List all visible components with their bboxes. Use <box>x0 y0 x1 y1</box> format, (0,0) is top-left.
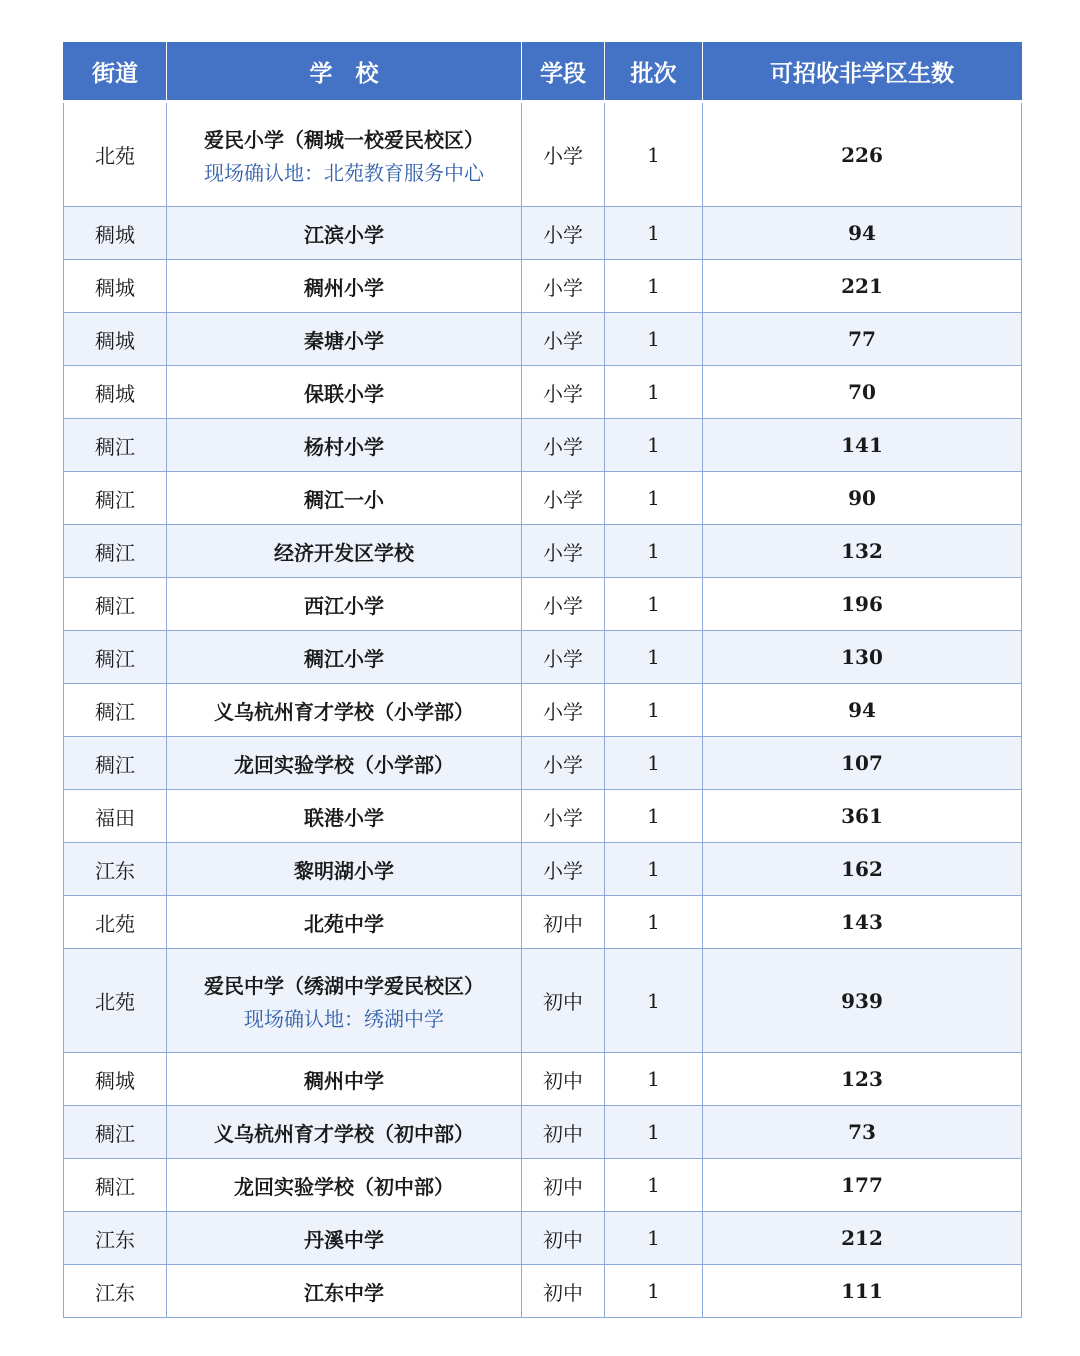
batch-cell: 1 <box>605 260 703 313</box>
level-cell: 初中 <box>522 896 605 949</box>
header-school: 学 校 <box>167 42 522 102</box>
seats-cell: 123 <box>703 1053 1022 1106</box>
school-cell <box>167 631 522 684</box>
school-name: 江滨小学 <box>304 222 384 247</box>
school-cell <box>167 949 522 1053</box>
seats-cell: 70 <box>703 366 1022 419</box>
district-cell: 江东 <box>64 843 167 896</box>
level-cell: 小学 <box>522 843 605 896</box>
table-row <box>64 949 1022 1053</box>
batch-cell: 1 <box>605 949 703 1053</box>
batch-cell: 1 <box>605 313 703 366</box>
school-cell <box>167 1106 522 1159</box>
enrollment-table-container <box>63 42 1021 1318</box>
school-cell <box>167 1212 522 1265</box>
school-cell <box>167 1053 522 1106</box>
school-name: 江东中学 <box>304 1280 384 1305</box>
school-cell <box>167 472 522 525</box>
school-name: 联港小学 <box>304 805 384 830</box>
level-cell: 小学 <box>522 419 605 472</box>
seats-cell: 196 <box>703 578 1022 631</box>
seats-cell: 212 <box>703 1212 1022 1265</box>
seats-cell: 77 <box>703 313 1022 366</box>
seats-cell: 130 <box>703 631 1022 684</box>
table-row <box>64 472 1022 525</box>
school-cell <box>167 260 522 313</box>
seats-cell: 94 <box>703 207 1022 260</box>
seats-cell: 177 <box>703 1159 1022 1212</box>
school-name: 爱民小学（稠城一校爱民校区） <box>204 127 484 152</box>
header-district: 街道 <box>64 42 167 102</box>
table-row <box>64 1265 1022 1318</box>
school-cell <box>167 525 522 578</box>
batch-cell: 1 <box>605 525 703 578</box>
district-cell: 稠城 <box>64 207 167 260</box>
school-cell <box>167 790 522 843</box>
batch-cell: 1 <box>605 737 703 790</box>
district-cell: 稠江 <box>64 525 167 578</box>
district-cell: 稠江 <box>64 578 167 631</box>
table-row <box>64 1212 1022 1265</box>
seats-cell: 143 <box>703 896 1022 949</box>
school-name: 龙回实验学校（小学部） <box>234 752 454 777</box>
table-row <box>64 102 1022 207</box>
table-row <box>64 419 1022 472</box>
school-cell <box>167 896 522 949</box>
seats-cell: 939 <box>703 949 1022 1053</box>
school-name: 西江小学 <box>304 593 384 618</box>
table-row <box>64 843 1022 896</box>
batch-cell: 1 <box>605 684 703 737</box>
school-name: 杨村小学 <box>304 434 384 459</box>
table-row <box>64 631 1022 684</box>
table-row <box>64 684 1022 737</box>
level-cell: 初中 <box>522 1159 605 1212</box>
table-row <box>64 737 1022 790</box>
seats-cell: 94 <box>703 684 1022 737</box>
district-cell: 江东 <box>64 1212 167 1265</box>
school-name: 丹溪中学 <box>304 1227 384 1252</box>
school-name: 保联小学 <box>304 381 384 406</box>
school-name: 稠江小学 <box>304 646 384 671</box>
level-cell: 小学 <box>522 472 605 525</box>
table-row <box>64 578 1022 631</box>
table-row <box>64 313 1022 366</box>
batch-cell: 1 <box>605 207 703 260</box>
school-cell <box>167 313 522 366</box>
school-cell <box>167 1265 522 1318</box>
district-cell: 北苑 <box>64 949 167 1053</box>
district-cell: 稠江 <box>64 631 167 684</box>
school-cell <box>167 578 522 631</box>
level-cell: 初中 <box>522 949 605 1053</box>
table-row <box>64 1159 1022 1212</box>
seats-cell: 73 <box>703 1106 1022 1159</box>
level-cell: 小学 <box>522 790 605 843</box>
enrollment-table <box>63 42 1022 1318</box>
table-row <box>64 260 1022 313</box>
level-cell: 小学 <box>522 313 605 366</box>
district-cell: 福田 <box>64 790 167 843</box>
seats-cell: 107 <box>703 737 1022 790</box>
seats-cell: 90 <box>703 472 1022 525</box>
seats-cell: 111 <box>703 1265 1022 1318</box>
seats-cell: 132 <box>703 525 1022 578</box>
district-cell: 稠江 <box>64 1106 167 1159</box>
school-name: 义乌杭州育才学校（初中部） <box>214 1121 474 1146</box>
school-cell <box>167 737 522 790</box>
seats-cell: 141 <box>703 419 1022 472</box>
table-row <box>64 207 1022 260</box>
seats-cell: 361 <box>703 790 1022 843</box>
table-row <box>64 896 1022 949</box>
school-name: 爱民中学（绣湖中学爱民校区） <box>204 973 484 998</box>
seats-cell: 162 <box>703 843 1022 896</box>
school-name: 稠江一小 <box>304 487 384 512</box>
table-row <box>64 1106 1022 1159</box>
confirmation-location-note: 现场确认地：北苑教育服务中心 <box>204 160 484 185</box>
batch-cell: 1 <box>605 1212 703 1265</box>
school-cell <box>167 843 522 896</box>
school-cell <box>167 1159 522 1212</box>
school-cell <box>167 684 522 737</box>
district-cell: 稠城 <box>64 313 167 366</box>
district-cell: 江东 <box>64 1265 167 1318</box>
table-row <box>64 525 1022 578</box>
batch-cell: 1 <box>605 790 703 843</box>
school-cell <box>167 207 522 260</box>
school-name: 稠州中学 <box>304 1068 384 1093</box>
table-row <box>64 366 1022 419</box>
header-level: 学段 <box>522 42 605 102</box>
level-cell: 初中 <box>522 1265 605 1318</box>
batch-cell: 1 <box>605 1265 703 1318</box>
level-cell: 小学 <box>522 684 605 737</box>
school-cell <box>167 102 522 207</box>
batch-cell: 1 <box>605 1053 703 1106</box>
level-cell: 初中 <box>522 1053 605 1106</box>
school-name: 秦塘小学 <box>304 328 384 353</box>
seats-cell: 226 <box>703 102 1022 207</box>
batch-cell: 1 <box>605 631 703 684</box>
school-name: 黎明湖小学 <box>294 858 394 883</box>
district-cell: 北苑 <box>64 896 167 949</box>
school-name: 稠州小学 <box>304 275 384 300</box>
table-row <box>64 790 1022 843</box>
table-header <box>64 42 1022 102</box>
batch-cell: 1 <box>605 1159 703 1212</box>
school-name: 龙回实验学校（初中部） <box>234 1174 454 1199</box>
header-seats: 可招收非学区生数 <box>703 42 1022 102</box>
header-row <box>64 42 1022 102</box>
level-cell: 小学 <box>522 737 605 790</box>
level-cell: 小学 <box>522 578 605 631</box>
district-cell: 稠城 <box>64 1053 167 1106</box>
school-name: 经济开发区学校 <box>274 540 414 565</box>
seats-cell: 221 <box>703 260 1022 313</box>
level-cell: 小学 <box>522 207 605 260</box>
confirmation-location-note: 现场确认地：绣湖中学 <box>244 1006 444 1031</box>
batch-cell: 1 <box>605 896 703 949</box>
level-cell: 小学 <box>522 631 605 684</box>
district-cell: 稠江 <box>64 419 167 472</box>
district-cell: 稠城 <box>64 260 167 313</box>
district-cell: 稠江 <box>64 1159 167 1212</box>
district-cell: 北苑 <box>64 102 167 207</box>
level-cell: 初中 <box>522 1106 605 1159</box>
level-cell: 初中 <box>522 1212 605 1265</box>
district-cell: 稠江 <box>64 684 167 737</box>
batch-cell: 1 <box>605 419 703 472</box>
level-cell: 小学 <box>522 260 605 313</box>
district-cell: 稠江 <box>64 472 167 525</box>
school-name: 义乌杭州育才学校（小学部） <box>214 699 474 724</box>
district-cell: 稠城 <box>64 366 167 419</box>
batch-cell: 1 <box>605 1106 703 1159</box>
level-cell: 小学 <box>522 366 605 419</box>
batch-cell: 1 <box>605 578 703 631</box>
school-name: 北苑中学 <box>304 911 384 936</box>
school-cell <box>167 419 522 472</box>
table-row <box>64 1053 1022 1106</box>
batch-cell: 1 <box>605 102 703 207</box>
level-cell: 小学 <box>522 102 605 207</box>
batch-cell: 1 <box>605 472 703 525</box>
school-cell <box>167 366 522 419</box>
batch-cell: 1 <box>605 366 703 419</box>
level-cell: 小学 <box>522 525 605 578</box>
batch-cell: 1 <box>605 843 703 896</box>
table-body <box>64 102 1022 1318</box>
district-cell: 稠江 <box>64 737 167 790</box>
header-batch: 批次 <box>605 42 703 102</box>
